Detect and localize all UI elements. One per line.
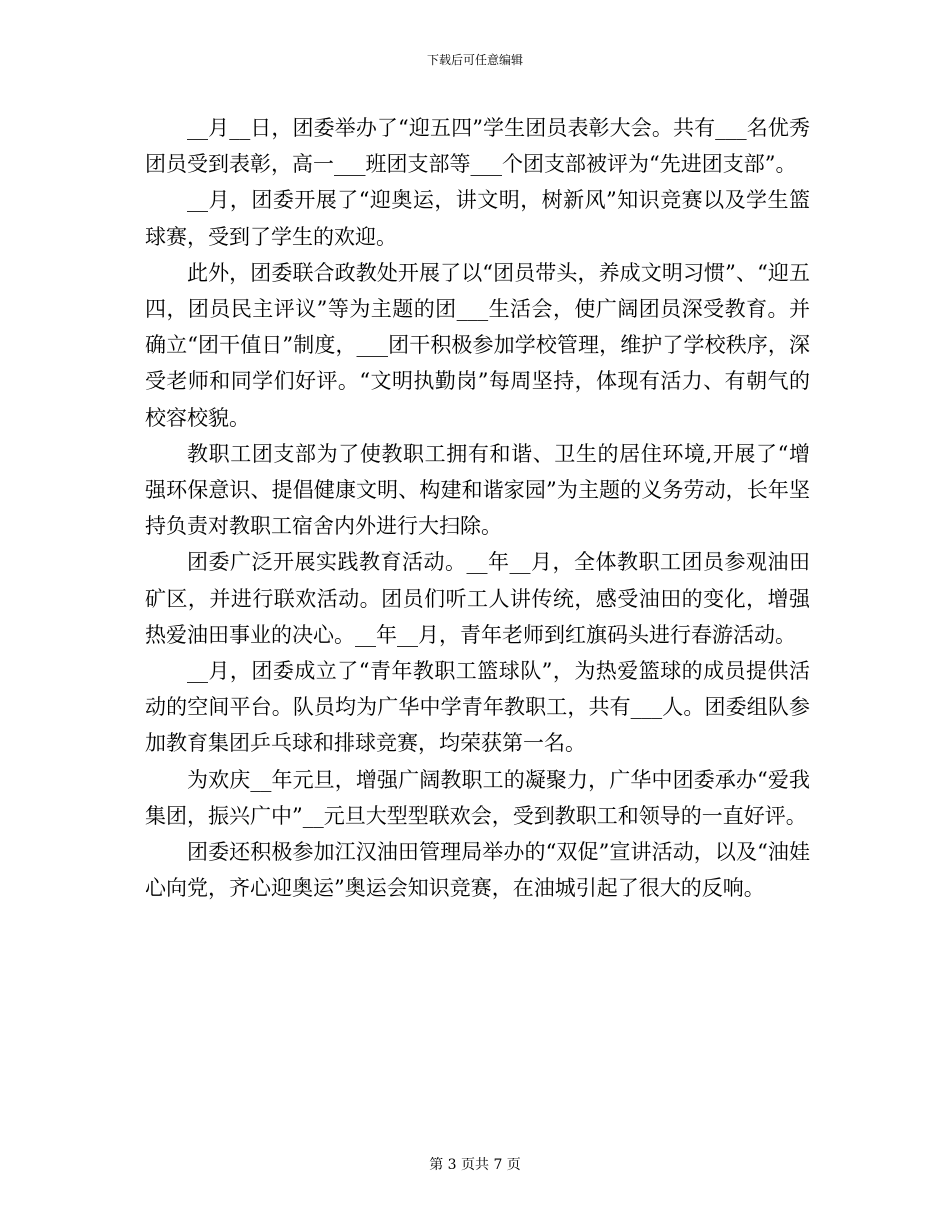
paragraph-4: 教职工团支部为了使教职工拥有和谐、卫生的居住环境,开展了“增强环保意识、提倡健康文明、构建和谐家园”为主题的义务劳动，长年坚持负责对教职工宿舍内外进行大扫除。	[145, 441, 810, 539]
paragraph-5: 团委广泛开展实践教育活动。__年__月，全体教职工团员参观油田矿区，并进行联欢活动。团员们听工人讲传统，感受油田的变化，增强热爱油田事业的决心。__年__月，青年老师到红旗码头进行春游活动。	[145, 550, 810, 647]
paragraph-1: __月__日，团委举办了“迎五四”学生团员表彰大会。共有___名优秀团员受到表彰，高一___班团支部等___个团支部被评为“先进团支部”。	[145, 116, 810, 177]
paragraph-8: 团委还积极参加江汉油田管理局举办的“双促”宣讲活动，以及“油娃心向党，齐心迎奥运”奥运会知识竞赛，在油城引起了很大的反响。	[145, 840, 810, 901]
page-header: 下载后可任意编辑	[426, 53, 523, 67]
paragraph-3: 此外，团委联合政教处开展了以“团员带头，养成文明习惯”、“迎五四，团员民主评议”等为主题的团___生活会，使广阔团员深受教育。并确立“团干值日”制度，___团干积极参加学校管理，维护了学校秩序，深受老师和同学们好评。“文明执勤岗”每周坚持，体现有活力、有朝气的校容校貌。	[145, 260, 810, 430]
page-footer: 第 3 页共 7 页	[429, 1157, 521, 1173]
paragraph-6: __月，团委成立了“青年教职工篮球队”，为热爱篮球的成员提供活动的空间平台。队员均为广华中学青年教职工，共有___人。团委组队参加教育集团乒乓球和排球竞赛，均荣获第一名。	[145, 659, 810, 756]
document-body	[145, 110, 810, 906]
paragraph-2: __月，团委开展了“迎奥运，讲文明，树新风”知识竞赛以及学生篮球赛，受到了学生的欢迎。	[145, 188, 810, 249]
paragraph-7: 为欢庆__年元旦，增强广阔教职工的凝聚力，广华中团委承办“爱我集团，振兴广中”__元旦大型型联欢会，受到教职工和领导的一直好评。	[145, 767, 810, 828]
